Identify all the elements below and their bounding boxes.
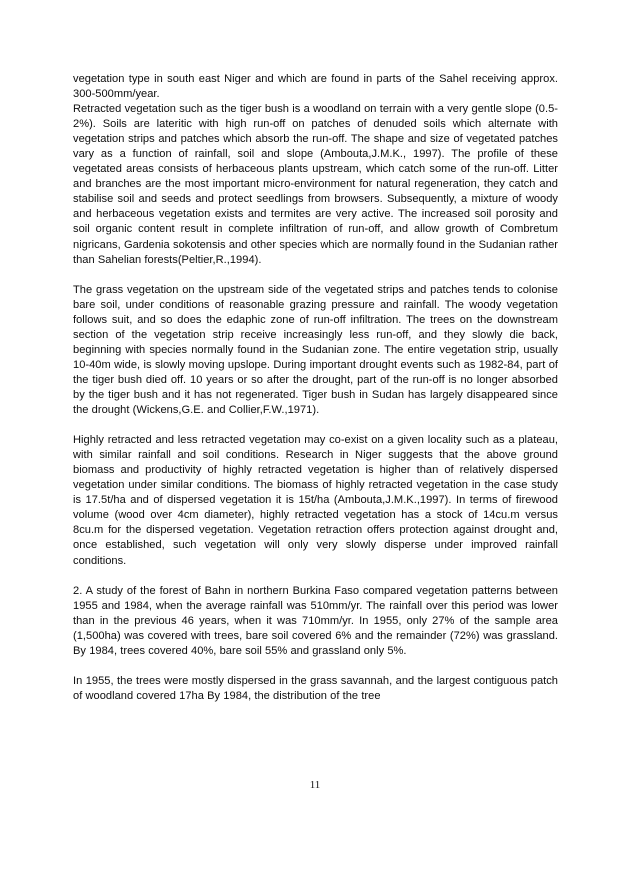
paragraph-6: In 1955, the trees were mostly dispersed in the grass savannah, and the largest contiguous patch of woodland covered 17ha By 1984, the distribution of the tree — [73, 674, 558, 702]
paragraph-3: The grass vegetation on the upstream side of the vegetated strips and patches tends to colonise bare soil, under conditions of reasonable grazing pressure and rainfall. The woody vegetation follows suit, and so does the edaphic zone of run-off infiltration. The trees on the downstream section of the vegetation strip receive increasingly less run-off, and they slowly die back, beginning with species normally found in the Sudanian zone. The entire vegetation strip, usually 10-40m wide, is slowly moving upslope. During important drought events such as 1982-84, part of the tiger bush died off. 10 years or so after the drought, part of the run-off is no longer absorbed by the tiger bush and it has not regenerated. Tiger bush in Sudan has largely disappeared since the drought (Wickens,G.E. and Collier,F.W.,1971). — [73, 283, 558, 417]
paragraph-1: vegetation type in south east Niger and which are found in parts of the Sahel receiving approx. 300-500mm/year. — [73, 73, 558, 101]
page-number: 11 — [309, 779, 321, 791]
paragraph-4: Highly retracted and less retracted vegetation may co-exist on a given locality such as a plateau, with similar rainfall and soil conditions. Research in Niger suggests that the above ground biomass and productivity of highly retracted vegetation is higher than of relatively dispersed vegetation under similar conditions. The biomass of highly retracted vegetation in the case study is 17.5t/ha and of dispersed vegetation it is 15t/ha (Ambouta,J.M.K.,1997). In terms of firewood volume (wood over 4cm diameter), highly retracted vegetation has a stock of 14cu.m versus 8cu.m for the dispersed vegetation. Vegetation retraction offers protection against drought and, once established, such vegetation will only very slowly disperse under improved rainfall conditions. — [73, 434, 558, 567]
paragraph-2: Retracted vegetation such as the tiger bush is a woodland on terrain with a very gentle slope (0.5-2%). Soils are lateritic with high run-off on patches of denuded soils which alternate with vegetation strips and patches which absorb the run-off. The shape and size of vegetated patches vary as a function of rainfall, soil and slope (Ambouta,J.M.K., 1997). The profile of these vegetated areas consists of herbaceous plants upstream, which catch some of the run-off. Litter and branches are the most important micro-environment for natural regeneration, they catch and stabilise soil and seeds and protect seedlings from browsers. Subsequently, a mixture of woody and herbaceous vegetation exists and termites are very active. The increased soil porosity and soil organic content result in complete infiltration of run-off, and allow growth of Combretum nigricans, Gardenia sokotensis and other species which are normally found in the Sudanian rather than Sahelian forests(Peltier,R.,1994). — [73, 103, 558, 266]
body-text-column — [73, 72, 558, 704]
paragraph-5-numbered-item-2: 2. A study of the forest of Bahn in northern Burkina Faso compared vegetation patterns between 1955 and 1984, when the average rainfall was 510mm/yr. The rainfall over this period was lower than in the previous 46 years, when it was 710mm/yr. In 1955, only 27% of the sample area (1,500ha) was covered with trees, bare soil covered 6% and the remainder (72%) was grassland. By 1984, trees covered 40%, bare soil 55% and grassland only 5%. — [73, 584, 558, 657]
